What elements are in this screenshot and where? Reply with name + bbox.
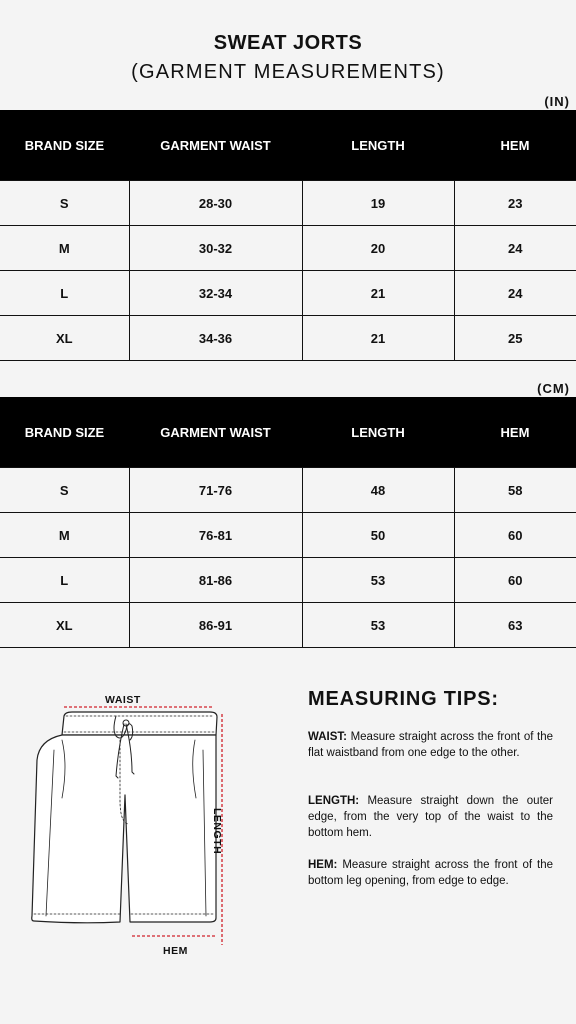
cell-waist: 28-30: [129, 181, 302, 226]
cell-size: XL: [0, 316, 129, 361]
table-row: [0, 181, 576, 226]
size-table-inches: [0, 110, 576, 361]
cell-length: 50: [302, 513, 454, 558]
tip-label: WAIST:: [308, 731, 347, 743]
cell-size: M: [0, 513, 129, 558]
cell-length: 19: [302, 181, 454, 226]
cell-hem: 24: [454, 271, 576, 316]
header-brand-size: BRAND SIZE: [0, 397, 129, 468]
hem-label: HEM: [163, 945, 188, 957]
cell-hem: 24: [454, 226, 576, 271]
page-title: SWEAT JORTS: [213, 32, 363, 54]
header-garment-waist: GARMENT WAIST: [129, 397, 302, 468]
cell-length: 20: [302, 226, 454, 271]
size-table-cm: [0, 397, 576, 648]
header-hem: HEM: [454, 397, 576, 468]
cell-hem: 58: [454, 468, 576, 513]
shorts-illustration: [20, 690, 260, 970]
cell-waist: 86-91: [129, 603, 302, 648]
cell-hem: 60: [454, 513, 576, 558]
cell-hem: 25: [454, 316, 576, 361]
header-hem: HEM: [454, 110, 576, 181]
cell-length: 21: [302, 316, 454, 361]
table-row: [0, 226, 576, 271]
table-row: [0, 558, 576, 603]
tip-hem: [308, 857, 553, 889]
tip-waist: [308, 729, 553, 761]
cell-size: XL: [0, 603, 129, 648]
table-header-row: [0, 397, 576, 468]
cell-hem: 60: [454, 558, 576, 603]
unit-label-inches: (IN): [544, 94, 570, 109]
table-row: [0, 316, 576, 361]
cell-size: M: [0, 226, 129, 271]
cell-length: 53: [302, 603, 454, 648]
cell-size: S: [0, 181, 129, 226]
table-row: [0, 271, 576, 316]
waist-label: WAIST: [105, 694, 141, 706]
tip-text: Measure straight across the front of the bottom leg opening, from edge to edge.: [308, 859, 553, 887]
cell-length: 21: [302, 271, 454, 316]
header-length: LENGTH: [302, 397, 454, 468]
cell-waist: 32-34: [129, 271, 302, 316]
page-subtitle: (GARMENT MEASUREMENTS): [131, 61, 445, 83]
unit-label-cm: (CM): [537, 381, 570, 396]
cell-waist: 76-81: [129, 513, 302, 558]
header-length: LENGTH: [302, 110, 454, 181]
length-label: LENGTH: [211, 808, 223, 855]
cell-waist: 34-36: [129, 316, 302, 361]
cell-length: 48: [302, 468, 454, 513]
table-row: [0, 468, 576, 513]
cell-size: L: [0, 558, 129, 603]
header-brand-size: BRAND SIZE: [0, 110, 129, 181]
tip-text: Measure straight down the outer edge, from the very top of the waist to the bottom hem.: [308, 795, 553, 839]
cell-length: 53: [302, 558, 454, 603]
tip-length: [308, 793, 553, 841]
header-garment-waist: GARMENT WAIST: [129, 110, 302, 181]
tip-label: HEM:: [308, 859, 338, 871]
tip-text: Measure straight across the front of the flat waistband from one edge to the other.: [308, 731, 553, 759]
table-header-row: [0, 110, 576, 181]
cell-hem: 63: [454, 603, 576, 648]
cell-waist: 30-32: [129, 226, 302, 271]
cell-hem: 23: [454, 181, 576, 226]
measuring-tips-title: MEASURING TIPS:: [308, 688, 499, 710]
measurement-diagram: [20, 690, 260, 970]
cell-waist: 71-76: [129, 468, 302, 513]
cell-waist: 81-86: [129, 558, 302, 603]
table-row: [0, 603, 576, 648]
tip-label: LENGTH:: [308, 795, 360, 807]
table-row: [0, 513, 576, 558]
cell-size: S: [0, 468, 129, 513]
cell-size: L: [0, 271, 129, 316]
